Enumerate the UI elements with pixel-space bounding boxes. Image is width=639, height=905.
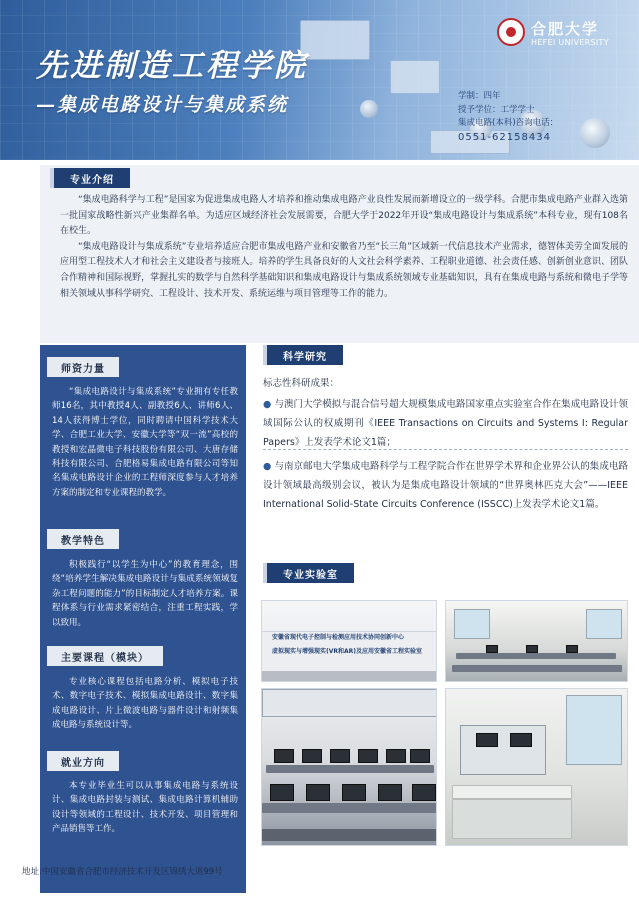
workbench-base [452,799,572,839]
research-heading: 标志性科研成果： [263,378,340,389]
courses-text [52,675,238,733]
features-tag: 教学特色 [47,529,119,549]
chip-decoration [390,60,440,94]
research-item [263,457,628,514]
monitor [410,749,430,763]
contact-label: 集成电路(本科)咨询电话： [458,118,559,128]
degree-text: 授予学位：工学学士 [458,104,535,115]
address-text: 地址:中国安徽省合肥市经济技术开发区锦绣大道99号 [22,867,223,877]
courses-tag: 主要课程（模块） [47,646,163,666]
monitor [386,749,406,763]
intro-paragraph: “集成电路科学与工程”是国家为促进集成电路人才培养和推动集成电路产业良性发展而新增设立的一级学科。合肥市集成电路产业群入选第一批国家战略性新兴产业集群名单。为适应区域经济社会发展需要，合肥大学于2022年开设“集成电路设计与集成系统”本科专业，现有108名在校生。 [60,195,628,237]
monitor [510,733,532,747]
divider [263,449,628,450]
monitor [412,784,436,801]
page-subtitle: —集成电路设计与集成系统 [36,94,289,116]
bullet-icon: ● [263,399,272,410]
monitor [306,784,330,801]
monitor [274,749,294,763]
monitor [566,645,578,653]
window [586,609,622,639]
lab-tag: 专业实验室 [263,563,354,583]
capacitor-decoration [360,100,378,118]
lab-photo-computer-room [261,688,437,846]
research-list [263,395,628,519]
desk-row [262,803,437,813]
university-name-en: HEFEI UNIVERSITY [531,38,609,47]
intro-paragraph: “集成电路设计与集成系统”专业培养适应合肥市集成电路产业和安徽省乃至“长三角”区域新一代信息技术产业需求，德智体美劳全面发展的应用型工程技术人才和社会主义建设者与接班人。培养的学生具备良好的人文社会科学素养、工程职业道德、社会责任感、创新创业意识、团队合作精神和国际视野，掌握扎实的数学与自然科学基础知识和集成电路设计与集成系统领域专业基础知识，具有在集成电路与系统和微电子学等相关领域从事科学研究、工程设计、技术开发、系统运维与项目管理等工作的能力。 [60,241,628,299]
window [566,695,622,765]
signboard-text [272,634,432,656]
desk-row [456,653,616,659]
instrument-panel [460,725,546,775]
monitor [270,784,294,801]
header-banner [0,0,639,160]
intro-tag: 专业介绍 [50,168,130,188]
page-title: 先进制造工程学院 [36,48,308,84]
contact-phone: 0551-62158434 [458,131,551,143]
features-text [52,558,238,630]
signboard-line: 安徽省现代电子控制与检测应用技术协同创新中心 [272,634,405,641]
university-seal-icon [497,18,525,46]
window [454,609,490,639]
research-item-text: 与澳门大学模拟与混合信号超大规模集成电路国家重点实验室合作在集成电路设计领域国际公认的权威期刊《IEEE Transactions on Circuits and Systems I: Regular Papers》上发表学术论文1篇； [263,399,628,448]
monitor [378,784,402,801]
research-tag: 科学研究 [263,345,343,365]
faculty-text [52,385,238,500]
lab-photo-signboard [261,600,437,682]
research-item-text: 与南京邮电大学集成电路科学与工程学院合作在世界学术界和企业界公认的集成电路设计领域最高级别会议，被认为是集成电路设计领域的“世界奥林匹克大会”——IEEE International Solid-State Circuits Conference (ISSCC)上发表学术论文1篇。 [263,461,628,510]
features-paragraph: 积极践行“以学生为中心”的教育理念，围绕“培养学生解决集成电路设计与集成系统领域复杂工程问题的能力”的目标制定人才培养方案。课程体系与行业需求紧密结合，注重工程实践，学以致用。 [52,560,238,628]
monitor [302,749,322,763]
desk-row [266,765,434,773]
monitor [476,733,498,747]
program-info [458,90,638,144]
faculty-tag: 师资力量 [47,357,119,377]
career-text [52,779,238,837]
monitor [526,645,538,653]
career-tag: 就业方向 [47,751,119,771]
chip-decoration [300,20,370,60]
university-name-cn: 合肥大学 [531,20,600,38]
desk-row [452,665,622,672]
courses-paragraph: 专业核心课程包括电路分析、模拟电子技术、数字电子技术、模拟集成电路设计、数字集成电路设计、片上微波电路与器件设计和射频集成电路与系统设计等。 [52,677,238,731]
research-item [263,395,628,452]
monitor [486,645,498,653]
monitor [358,749,378,763]
monitor [330,749,350,763]
intro-text [60,193,628,302]
left-info-panel [40,345,246,893]
floor [262,671,437,682]
lab-photo-classroom [445,600,628,682]
faculty-paragraph: “集成电路设计与集成系统”专业拥有专任教师16名，其中教授4人、副教授6人、讲师6人、14人获得博士学位，同时聘请中国科学技术大学、合肥工业大学、安徽大学等“双一流”高校的教授和宏晶微电子科技股份有限公司、大唐存储科技有限公司、合肥格易集成电路有限公司等知名集成电路设计企业的工程师深度参与人才培养方案的制定和专业课程的教学。 [52,387,238,498]
lab-photo-workbench [445,688,628,846]
duration-text: 学制：四年 [458,91,501,101]
career-paragraph: 本专业毕业生可以从事集成电路与系统设计、集成电路封装与测试、集成电路计算机辅助设计等领域的工程设计、技术开发、项目管理和产品销售等工作。 [52,781,238,835]
desk-row [262,829,437,841]
monitor [342,784,366,801]
university-logo [497,18,625,52]
window [262,689,437,717]
signboard-line: 虚拟现实与增强现实(VR和AR)及应用安徽省工程实验室 [272,648,423,655]
workbench [452,785,572,799]
bullet-icon: ● [263,461,272,472]
